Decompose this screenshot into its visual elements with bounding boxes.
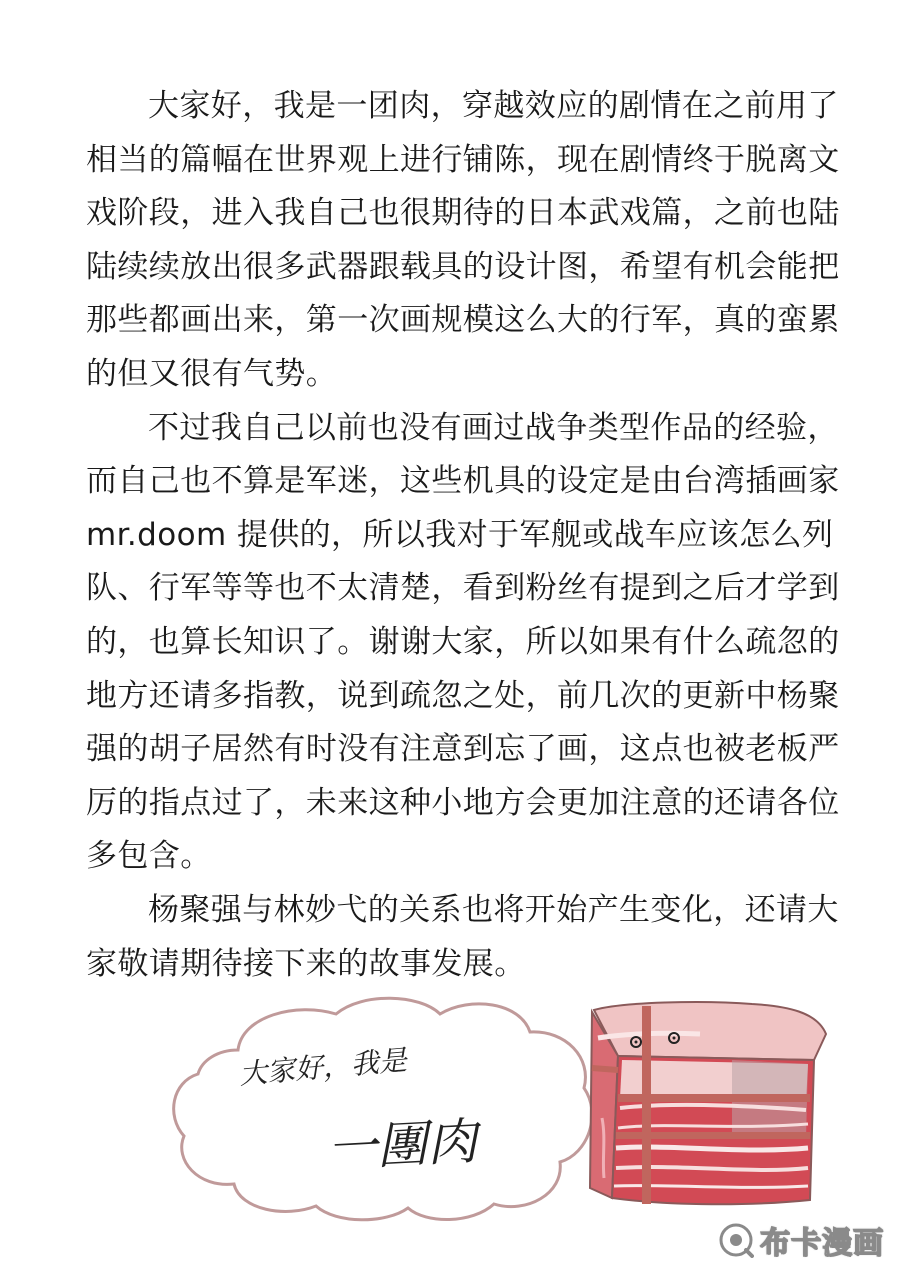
- text-line: 的但又很有气势。: [86, 355, 338, 392]
- text-line: 队、行军等等也不太清楚，看到粉丝有提到之后才学到: [86, 570, 840, 607]
- watermark: [718, 1219, 884, 1261]
- afterword-text: [86, 80, 840, 991]
- paragraph-3: [86, 884, 839, 991]
- text-line: 不过我自己以前也没有画过战争类型作品的经验，: [148, 409, 839, 446]
- text-line: 而自己也不算是军迷，这些机具的设定是由台湾插画家: [86, 463, 840, 500]
- text-line: 的，也算长知识了。谢谢大家，所以如果有什么疏忽的: [86, 623, 840, 660]
- text-line: 戏阶段，进入我自己也很期待的日本武戏篇，之前也陆: [86, 195, 840, 232]
- meat-block-illustration: [582, 998, 832, 1208]
- text-line: mr.doom 提供的，所以我对于军舰或战车应该怎么列: [86, 516, 834, 553]
- handwriting-name: 一團肉: [325, 1112, 479, 1178]
- text-line: 厉的指点过了，未来这种小地方会更加注意的还请各位: [86, 784, 840, 821]
- buka-logo-icon: [718, 1222, 754, 1258]
- text-line: 那些都画出来，第一次画规模这么大的行军，真的蛮累: [86, 302, 840, 339]
- paragraph-1: [86, 80, 840, 402]
- paragraph-2: [86, 402, 840, 884]
- text-line: 地方还请多指教，说到疏忽之处，前几次的更新中杨聚: [86, 677, 840, 714]
- speech-cloud: [168, 988, 598, 1224]
- text-line: 大家好，我是一团肉，穿越效应的剧情在之前用了: [148, 88, 839, 124]
- text-line: 多包含。: [86, 838, 212, 875]
- watermark-text: 布卡漫画: [760, 1226, 884, 1261]
- text-line: 相当的篇幅在世界观上进行铺陈，现在剧情终于脱离文: [86, 141, 840, 178]
- handwriting-greeting: 大家好，我是: [237, 1043, 408, 1091]
- text-line: 杨聚强与林妙弋的关系也将开始产生变化，还请大: [148, 891, 839, 928]
- text-line: 家敬请期待接下来的故事发展。: [86, 945, 526, 982]
- text-line: 陆续续放出很多武器跟载具的设计图，希望有机会能把: [86, 248, 840, 285]
- text-line: 强的胡子居然有时没有注意到忘了画，这点也被老板严: [86, 731, 840, 768]
